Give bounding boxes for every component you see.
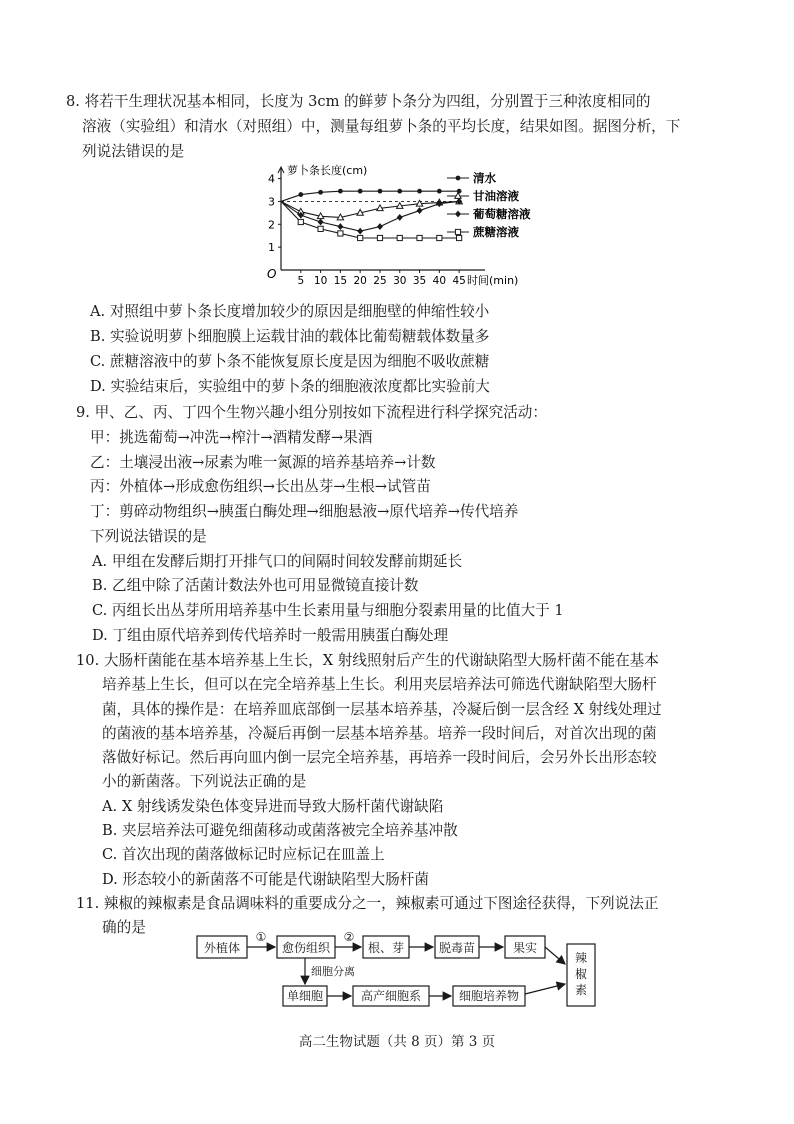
data-point <box>337 223 343 230</box>
data-point <box>455 229 460 234</box>
q10-stem-line-3: 菌，具体的操作是：在培养皿底部倒一层基本培养基，冷凝后倒一层含经 X 射线处理过 <box>102 701 662 718</box>
data-point <box>377 223 383 230</box>
q9-stem: 9. 甲、乙、丙、丁四个生物兴趣小组分别按如下流程进行科学探究活动： <box>76 404 547 421</box>
q9-flow-jia: 甲：挑选葡萄→冲洗→榨汁→酒精发酵→果酒 <box>90 429 373 446</box>
data-point <box>455 211 461 218</box>
x-tick-label: 35 <box>412 275 427 287</box>
callus-label: 愈伤组织 <box>281 941 331 955</box>
data-point <box>417 207 423 214</box>
data-point <box>338 231 343 236</box>
data-point <box>397 214 403 221</box>
capsaicin-char: 椒 <box>574 967 588 981</box>
y-tick-label: 2 <box>268 218 275 232</box>
q8-option-a: A. 对照组中萝卜条长度增加较少的原因是细胞壁的伸缩性较小 <box>90 303 490 320</box>
data-point <box>456 176 461 181</box>
q11-stem-line-1: 11. 辣椒的辣椒素是食品调味料的重要成分之一，辣椒素可通过下图途径获得，下列说法正 <box>76 895 659 912</box>
x-axis-title: 时间(min) <box>467 274 519 287</box>
data-point <box>318 226 323 231</box>
q9-flow-ding: 丁：剪碎动物组织→胰蛋白酶处理→细胞悬液→原代培养→传代培养 <box>90 503 519 520</box>
capsaicin-char: 辣 <box>574 951 588 965</box>
data-point <box>318 219 324 226</box>
q10-option-c: C. 首次出现的菌落做标记时应标记在皿盖上 <box>102 846 385 863</box>
culture-product-label: 细胞培养物 <box>458 989 520 1003</box>
cell-separation-label: 细胞分离 <box>311 965 355 978</box>
data-point <box>437 189 442 194</box>
y-tick-label: 1 <box>268 241 275 255</box>
root-bud-label: 根、芽 <box>367 941 405 955</box>
q9-option-a: A. 甲组在发酵后期打开排气口的间隔时间较发酵前期延长 <box>92 553 463 570</box>
x-tick-label: 15 <box>333 275 348 287</box>
q10-stem-line-5: 落做好标记。然后再向皿内倒一层完全培养基，再培养一段时间后，会另外长出形态较 <box>102 749 657 766</box>
q10-option-b: B. 夹层培养法可避免细菌移动或菌落被完全培养基冲散 <box>102 822 458 839</box>
q11-stem-line-2: 确的是 <box>102 919 146 936</box>
data-point <box>377 235 382 240</box>
q10-stem-line-2: 培养基上生长，但可以在完全培养基上生长。利用夹层培养法可筛选代谢缺陷型大肠杆 <box>102 676 657 693</box>
q9-flow-yi: 乙：土壤浸出液→尿素为唯一氮源的培养基培养→计数 <box>90 454 436 471</box>
chart-legend <box>447 171 531 239</box>
q8-option-c: C. 蔗糖溶液中的萝卜条不能恢复原长度是因为细胞不吸收蔗糖 <box>90 353 490 370</box>
data-point <box>318 190 323 195</box>
capsaicin-label <box>575 950 587 997</box>
fruit-label: 果实 <box>512 941 538 955</box>
x-tick-label: 20 <box>353 275 367 287</box>
legend-label: 甘油溶液 <box>473 189 519 203</box>
q10-option-a: A. X 射线诱发染色体变异进而导致大肠杆菌代谢缺陷 <box>102 798 444 815</box>
virus-free-label: 脱毒苗 <box>438 941 476 955</box>
arrow-culture-capsaicin <box>525 984 565 994</box>
data-point <box>338 189 343 194</box>
data-point <box>358 189 363 194</box>
step-1-label: ① <box>255 930 267 944</box>
q8-stem-line-2: 溶液（实验组）和清水（对照组）中，测量每组萝卜条的平均长度，结果如图。据图分析，下 <box>82 118 681 135</box>
q8-line-chart <box>255 164 545 290</box>
capsaicin-char: 素 <box>574 983 588 997</box>
data-point <box>417 189 422 194</box>
x-tick-label: 10 <box>313 275 328 287</box>
q9-flow-bing: 丙：外植体→形成愈伤组织→长出丛芽→生根→试管苗 <box>90 478 431 495</box>
data-point <box>397 235 402 240</box>
data-point <box>417 235 422 240</box>
x-tick-label: 45 <box>452 275 466 287</box>
q11-flow-diagram <box>195 928 603 1010</box>
legend-label: 蔗糖溶液 <box>473 225 519 239</box>
step-2-label: ② <box>343 930 355 944</box>
explant-label: 外植体 <box>203 941 241 955</box>
series-line <box>281 191 459 201</box>
data-point <box>298 219 303 224</box>
q10-stem-line-6: 小的新菌落。下列说法正确的是 <box>102 773 307 790</box>
y-tick-label: 4 <box>268 172 275 186</box>
arrow-fruit-capsaicin <box>545 947 565 964</box>
q9-option-c: C. 丙组长出丛芽所用培养基中生长素用量与细胞分裂素用量的比值大于 1 <box>92 602 564 619</box>
q8-option-d: D. 实验结束后，实验组中的萝卜条的细胞液浓度都比实验前大 <box>90 378 490 395</box>
x-tick-label: 25 <box>373 275 387 287</box>
q8-option-b: B. 实验说明萝卜细胞膜上运载甘油的载体比葡萄糖载体数量多 <box>90 328 490 345</box>
x-tick-label: 40 <box>432 275 447 287</box>
origin-label: O <box>267 267 277 281</box>
q10-stem-line-4: 的菌液的基本培养基，冷凝后再倒一层基本培养基。培养一段时间后，对首次出现的菌 <box>102 725 657 742</box>
series-line <box>281 201 459 217</box>
legend-label: 葡萄糖溶液 <box>473 207 531 221</box>
q9-prompt: 下列说法错误的是 <box>90 528 207 545</box>
legend-label: 清水 <box>473 171 496 185</box>
data-point <box>457 235 462 240</box>
data-point <box>397 189 402 194</box>
q9-option-b: B. 乙组中除了活菌计数法外也可用显微镜直接计数 <box>92 577 419 594</box>
q8-stem-line-1: 8. 将若干生理状况基本相同，长度为 3cm 的鲜萝卜条分为四组，分别置于三种浓度相同的 <box>66 93 651 110</box>
high-yield-label: 高产细胞系 <box>360 989 422 1003</box>
y-tick-label: 3 <box>268 195 275 209</box>
y-axis-title: 萝卜条长度(cm) <box>287 164 368 177</box>
data-point <box>437 235 442 240</box>
data-point <box>298 192 303 197</box>
x-tick-label: 30 <box>393 275 407 287</box>
data-point <box>358 235 363 240</box>
chart-plot-area <box>281 189 462 241</box>
single-cell-label: 单细胞 <box>286 989 324 1003</box>
q8-stem-line-3: 列说法错误的是 <box>82 143 185 160</box>
series-line <box>281 201 459 231</box>
series-line <box>281 201 459 238</box>
data-point <box>378 189 383 194</box>
q10-option-d: D. 形态较小的新菌落不可能是代谢缺陷型大肠杆菌 <box>102 871 429 888</box>
q9-option-d: D. 丁组由原代培养到传代培养时一般需用胰蛋白酶处理 <box>92 627 449 644</box>
page-footer: 高二生物试题（共 8 页）第 3 页 <box>298 1034 496 1050</box>
x-tick-label: 5 <box>297 275 305 287</box>
data-point <box>357 228 363 235</box>
q10-stem-line-1: 10. 大肠杆菌能在基本培养基上生长，X 射线照射后产生的代谢缺陷型大肠杆菌不能在基本 <box>76 652 659 669</box>
